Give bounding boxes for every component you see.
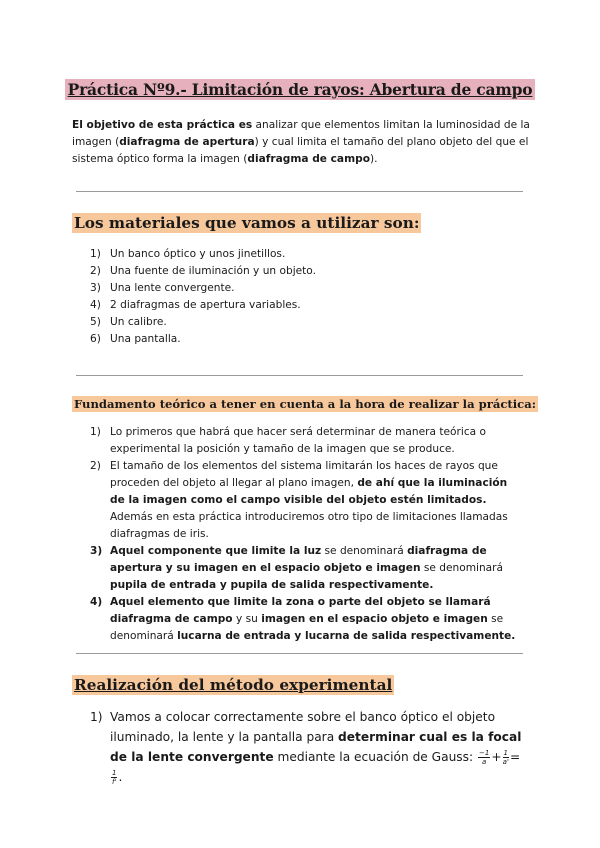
fraction-3 bbox=[111, 769, 117, 786]
list-bold-text: de ahí que la iluminación de la imagen como el campo visible del objeto estén limitados. bbox=[110, 477, 508, 506]
list-bold-text: pupila de entrada y pupila de salida respectivamente. bbox=[110, 579, 434, 591]
fraction-denominator: a' bbox=[502, 758, 509, 766]
intro-bold-aperture: diafragma de apertura bbox=[119, 136, 255, 148]
list-bold-text: Aquel elemento que limite la zona o parte del objeto se llamará diafragma de campo bbox=[110, 596, 491, 625]
list-text: Un banco óptico y unos jinetillos. bbox=[110, 248, 286, 260]
list-text: mediante la ecuación de Gauss: bbox=[273, 750, 477, 764]
fundamento-heading-text: Fundamento teórico a tener en cuenta a la hora de realizar la práctica: bbox=[74, 397, 537, 411]
list-text: y su bbox=[232, 613, 262, 625]
list-text: Una lente convergente. bbox=[110, 282, 235, 294]
equation-operator: = bbox=[510, 750, 521, 764]
fraction-2 bbox=[503, 749, 509, 766]
list-item bbox=[72, 263, 512, 280]
list-item bbox=[72, 424, 524, 458]
list-item bbox=[72, 543, 524, 594]
list-text: Un calibre. bbox=[110, 316, 167, 328]
list-number: 5) bbox=[90, 316, 101, 328]
equation-operator: + bbox=[491, 750, 502, 764]
intro-paragraph bbox=[72, 117, 532, 168]
list-number: 2) bbox=[90, 265, 101, 277]
list-item bbox=[72, 314, 512, 331]
list-number: 4) bbox=[90, 299, 101, 311]
list-number: 4) bbox=[90, 596, 103, 608]
list-number: 1) bbox=[90, 426, 101, 438]
list-item bbox=[72, 331, 512, 348]
list-bold-text: imagen en el espacio objeto e imagen bbox=[261, 613, 488, 625]
list-bold-text: Aquel componente que limite la luz bbox=[110, 545, 322, 557]
list-number: 3) bbox=[90, 545, 103, 557]
experimental-list bbox=[72, 707, 527, 787]
fraction-denominator: f' bbox=[112, 778, 117, 786]
intro-text-3: ). bbox=[369, 153, 378, 165]
list-number: 3) bbox=[90, 282, 101, 294]
list-item bbox=[72, 246, 512, 263]
fraction-numerator: −1 bbox=[479, 749, 490, 757]
list-number: 1) bbox=[90, 710, 103, 724]
list-text: 2 diafragmas de apertura variables. bbox=[110, 299, 301, 311]
equation-end: . bbox=[118, 770, 123, 784]
fraction-numerator: 1 bbox=[503, 749, 509, 757]
list-number: 6) bbox=[90, 333, 101, 345]
list-text: Vamos a colocar correctamente sobre el banco óptico el objeto iluminado, la lente y la pantalla para bbox=[110, 710, 496, 744]
list-item bbox=[72, 280, 512, 297]
fraction-denominator: a bbox=[482, 758, 487, 766]
list-item bbox=[72, 297, 512, 314]
list-item bbox=[72, 707, 527, 787]
list-bold-text: determinar cual es la focal de la lente convergente bbox=[110, 730, 522, 764]
list-bold-text: lucarna de entrada y lucarna de salida respectivamente. bbox=[177, 630, 516, 642]
materials-heading-text: Los materiales que vamos a utilizar son: bbox=[74, 214, 420, 232]
list-number: 2) bbox=[90, 460, 101, 472]
list-number: 1) bbox=[90, 248, 101, 260]
list-text: se denominará bbox=[110, 613, 504, 642]
experimental-heading-text: Realización del método experimental bbox=[74, 676, 393, 694]
experimental-heading bbox=[72, 676, 394, 694]
fraction-1 bbox=[478, 749, 490, 766]
list-item bbox=[72, 458, 524, 543]
intro-text: analizar que elementos limitan la luminosidad de la imagen ( bbox=[72, 119, 530, 148]
list-text: Lo primeros que habrá que hacer será determinar de manera teórica o experimental la posición y tamaño de la imagen que se produce. bbox=[110, 426, 486, 455]
divider-3 bbox=[76, 653, 523, 654]
title-text: Práctica Nº9.- Limitación de rayos: Abertura de campo bbox=[65, 79, 536, 100]
list-item bbox=[72, 594, 524, 645]
fundamento-heading bbox=[72, 397, 538, 411]
list-text: Una fuente de iluminación y un objeto. bbox=[110, 265, 316, 277]
list-text: Además en esta práctica introduciremos otro tipo de limitaciones llamadas diafragmas de iris. bbox=[110, 511, 508, 540]
list-text: El tamaño de los elementos del sistema limitarán los haces de rayos que proceden del objeto al llegar al plano imagen, bbox=[110, 460, 498, 489]
materials-list bbox=[72, 246, 512, 348]
divider-2 bbox=[76, 375, 523, 376]
list-bold-text: diafragma de apertura y su imagen en el espacio objeto e imagen bbox=[110, 545, 487, 574]
list-text: se denominará bbox=[420, 562, 504, 574]
list-text: se denominará bbox=[321, 545, 408, 557]
fundamento-list bbox=[72, 424, 524, 645]
divider-1 bbox=[76, 191, 523, 192]
page-title bbox=[0, 80, 600, 99]
fraction-numerator: 1 bbox=[112, 769, 117, 777]
intro-bold-objective: El objetivo de esta práctica es bbox=[72, 119, 253, 131]
intro-bold-field: diafragma de campo bbox=[247, 153, 370, 165]
intro-text-2: ) y cual limita el tamaño del plano objeto del que el sistema óptico forma la imagen ( bbox=[72, 136, 529, 165]
materials-heading bbox=[72, 214, 421, 232]
list-text: Una pantalla. bbox=[110, 333, 181, 345]
